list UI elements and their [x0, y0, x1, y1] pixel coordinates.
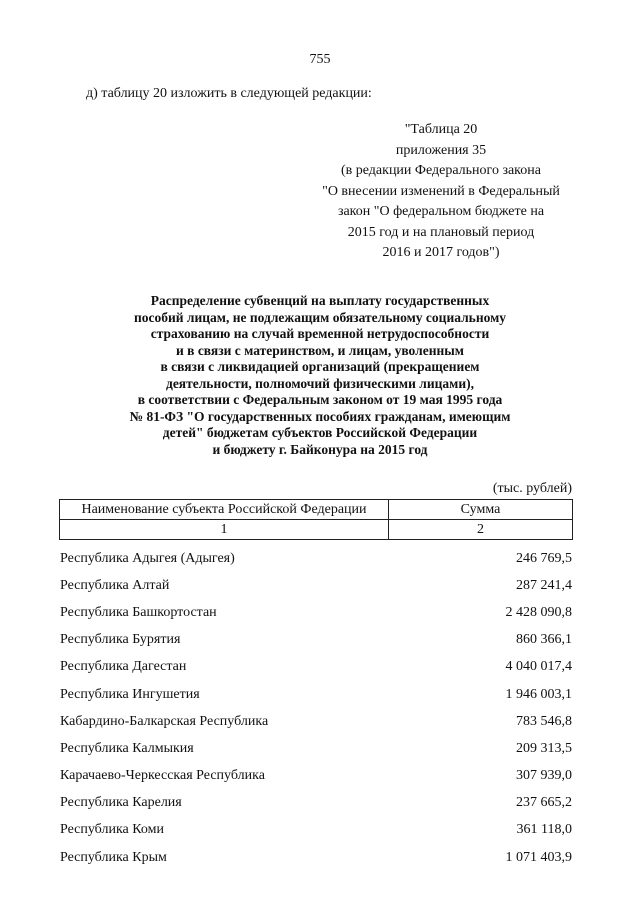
region-name: Карачаево-Черкесская Республика — [60, 768, 265, 784]
column-header-amount: Сумма — [389, 500, 573, 520]
region-name: Республика Башкортостан — [60, 604, 217, 620]
title-line: детей" бюджетам субъектов Российской Федерации — [162, 425, 478, 440]
title-line: № 81-ФЗ "О государственных пособиях гражданам, имеющим — [129, 408, 511, 424]
page-number: 755 — [309, 52, 331, 67]
title-line: в соответствии с Федеральным законом от 19 мая 1995 года — [137, 392, 503, 407]
table-row — [60, 627, 572, 654]
table-row — [60, 763, 572, 790]
region-amount: 237 665,2 — [516, 795, 572, 811]
table-reference-block — [296, 120, 586, 264]
region-name: Республика Ингушетия — [60, 686, 200, 702]
table-reference-line: закон "О федеральном бюджете на — [337, 204, 545, 219]
title-line: и в связи с материнством, и лицам, уволенным — [176, 342, 464, 358]
table-column-numbers-row — [60, 520, 573, 540]
region-amount: 361 118,0 — [516, 822, 572, 838]
table-reference-line: "О внесении изменений в Федеральный — [322, 183, 560, 199]
table-header — [59, 499, 573, 540]
region-name: Кабардино-Балкарская Республика — [60, 713, 269, 729]
document-title — [60, 293, 580, 458]
region-amount: 860 366,1 — [516, 632, 572, 648]
table-row — [60, 817, 572, 844]
table-row — [60, 545, 572, 572]
title-line: Распределение субвенций на выплату государственных — [150, 293, 490, 308]
amendment-instruction: д) таблицу 20 изложить в следующей редакции: — [86, 86, 372, 101]
region-amount: 209 313,5 — [516, 740, 572, 756]
table-reference-line: (в редакции Федерального закона — [341, 163, 541, 178]
region-name: Республика Бурятия — [60, 632, 181, 648]
table-row — [60, 844, 572, 871]
region-amount: 783 546,8 — [516, 713, 572, 729]
table-row — [60, 572, 572, 599]
region-amount: 1 071 403,9 — [505, 849, 572, 865]
table-row — [60, 681, 572, 708]
table-row — [60, 599, 572, 626]
region-amount: 1 946 003,1 — [505, 686, 572, 702]
region-amount: 287 241,4 — [516, 577, 572, 593]
region-amount: 2 428 090,8 — [505, 604, 572, 620]
table-body — [60, 545, 572, 871]
region-name: Республика Карелия — [60, 795, 182, 811]
title-line: деятельности, полномочий физическими лицами), — [165, 375, 474, 391]
table-row — [60, 790, 572, 817]
region-name: Республика Крым — [60, 849, 167, 865]
table-row — [60, 735, 572, 762]
region-name: Республика Калмыкия — [60, 740, 194, 756]
region-name: Республика Коми — [60, 822, 164, 838]
table-reference-line: 2016 и 2017 годов") — [382, 245, 500, 260]
region-name: Республика Алтай — [60, 577, 170, 593]
table-reference-line: 2015 год и на плановый период — [347, 224, 535, 240]
region-amount: 307 939,0 — [516, 768, 572, 784]
units-label: (тыс. рублей) — [492, 481, 572, 496]
table-reference-line: "Таблица 20 — [404, 122, 478, 137]
title-line: пособий лицам, не подлежащим обязательному социальному — [133, 309, 507, 325]
table-row — [60, 654, 572, 681]
title-line: в связи с ликвидацией организаций (прекращением — [160, 359, 480, 374]
column-number-1: 1 — [60, 520, 389, 540]
title-line: и бюджету г. Байконура на 2015 год — [212, 441, 428, 457]
table-header-row — [60, 500, 573, 520]
region-name: Республика Адыгея (Адыгея) — [60, 550, 235, 566]
table-row — [60, 708, 572, 735]
region-amount: 246 769,5 — [516, 550, 572, 566]
column-header-region: Наименование субъекта Российской Федерации — [60, 500, 389, 520]
region-amount: 4 040 017,4 — [505, 659, 572, 675]
region-name: Республика Дагестан — [60, 659, 187, 675]
column-number-2: 2 — [389, 520, 573, 540]
title-line: страхованию на случай временной нетрудоспособности — [150, 326, 490, 341]
table-reference-line: приложения 35 — [395, 142, 487, 158]
